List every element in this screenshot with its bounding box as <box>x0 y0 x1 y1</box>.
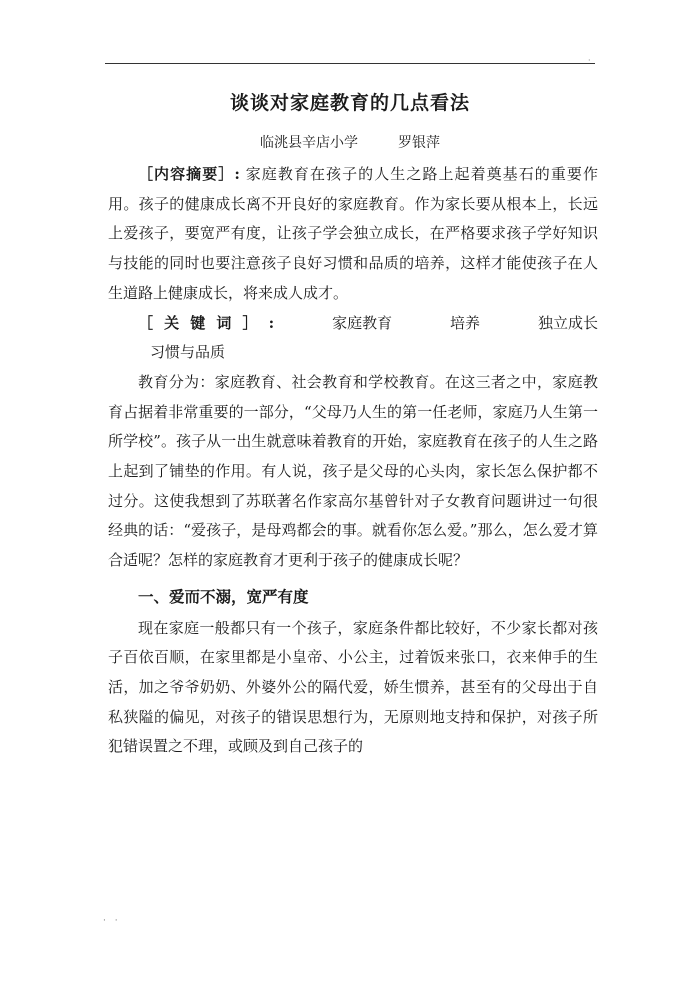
intro-paragraph: 教育分为：家庭教育、社会教育和学校教育。在这三者之中，家庭教育占据着非常重要的一部分，“父母乃人生的第一任老师，家庭乃人生第一所学校”。孩子从一出生就意味着教育的开始，家庭教育在孩子的人生之路上起到了铺垫的作用。有人说，孩子是父母的心头肉，家长怎么保护都不过分。这使我想到了苏联著名作家高尔基曾针对子女教育问题讲过一句很经典的话：“爱孩子，是母鸡都会的事。就看你怎么爱。”那么，怎么爱才算合适呢？怎样的家庭教育才更利于孩子的健康成长呢？ <box>108 372 598 570</box>
keywords-paragraph <box>108 309 598 368</box>
header-mark: · <box>588 56 591 65</box>
abstract-label: ［内容摘要］: <box>138 165 240 183</box>
page-title: 谈谈对家庭教育的几点看法 <box>229 92 470 114</box>
section-heading: 一、爱而不溺，宽严有度 <box>138 586 309 606</box>
abstract-text: 家庭教育在孩子的人生之路上起着奠基石的重要作用。孩子的健康成长离不开良好的家庭教育。作为家长要从根本上，长远上爱孩子，要宽严有度，让孩子学会独立成长，在严格要求孩子学好知识与技能的同时也要注意孩子良好习惯和品质的培养，这样才能使孩子在人生道路上健康成长，将来成人成才。 <box>108 165 598 302</box>
footer-mark: · · <box>103 916 121 926</box>
header-rule <box>105 63 595 64</box>
keywords-label: ［关键词］: <box>138 313 275 332</box>
byline <box>0 132 700 152</box>
section-paragraph: 现在家庭一般都只有一个孩子，家庭条件都比较好，不少家长都对孩子百依百顺，在家里都是小皇帝、小公主，过着饭来张口，衣来伸手的生活，加之爷爷奶奶、外婆外公的隔代爱，娇生惯养，甚至有的父母出于自私狭隘的偏见，对孩子的错误思想行为，无原则地支持和保护，对孩子所犯错误置之不理，或顾及到自己孩子的 <box>108 618 598 756</box>
keyword-item: 独立成长 <box>537 313 598 332</box>
abstract-paragraph <box>108 160 598 309</box>
keyword-item: 家庭教育 <box>332 313 393 332</box>
byline-school: 临洮县辛店小学 <box>260 135 358 151</box>
body-content <box>108 160 598 762</box>
keyword-item: 培养 <box>450 313 481 332</box>
byline-author: 罗银萍 <box>398 135 440 151</box>
keyword-item: 习惯与品质 <box>150 343 226 362</box>
